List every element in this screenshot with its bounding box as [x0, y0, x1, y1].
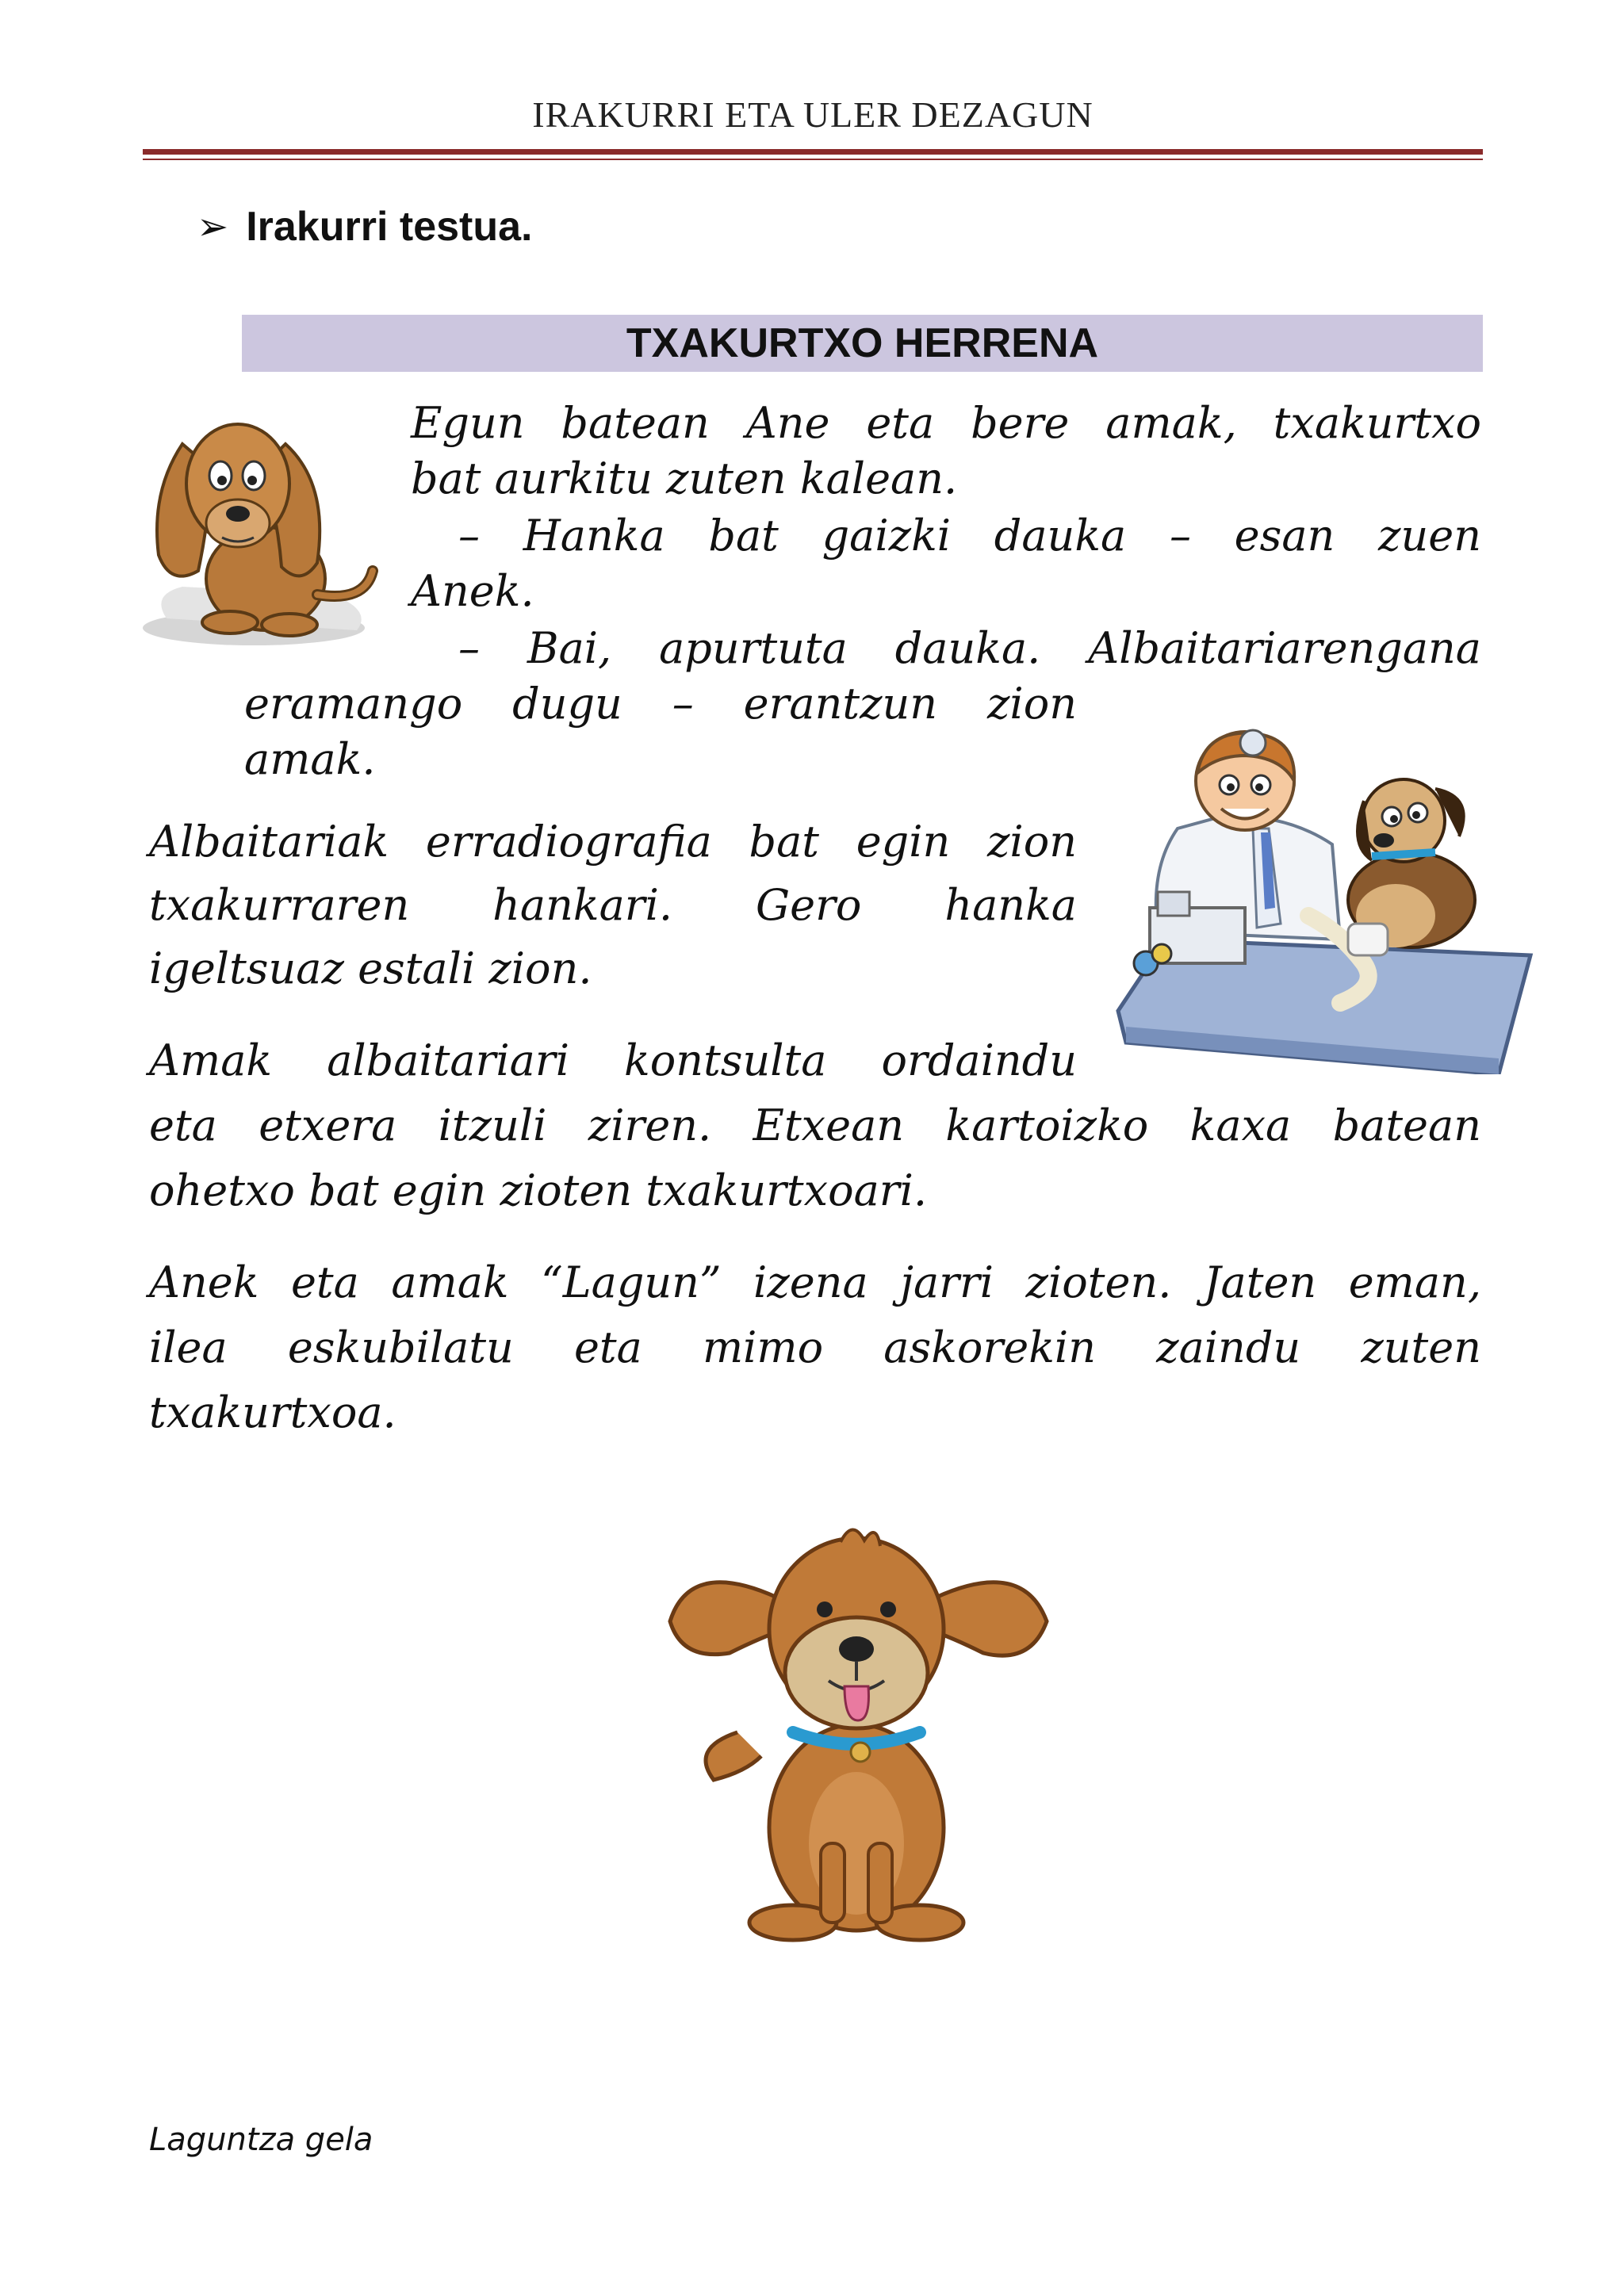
- header-rule: [143, 149, 1483, 155]
- vet-with-dog-icon: [1102, 725, 1546, 1074]
- story-line: Albaitariak erradiografia bat egin zion: [149, 817, 1077, 867]
- page-header: IRAKURRI ETA ULER DEZAGUN: [532, 94, 1094, 135]
- story-line: ilea eskubilatu eta mimo askorekin zaindu zuten: [149, 1322, 1481, 1372]
- story-line: ohetxo bat egin zioten txakurtxoari.: [149, 1165, 928, 1215]
- story-line: Amak albaitariari kontsulta ordaindu: [149, 1035, 1077, 1085]
- arrow-bullet-icon: ➢: [197, 206, 229, 248]
- instruction-text: Irakurri testua.: [246, 204, 533, 250]
- story-line: eta etxera itzuli ziren. Etxean kartoizko kaxa batean: [149, 1100, 1481, 1150]
- story-line: igeltsuaz estali zion.: [149, 943, 592, 993]
- story-line: Egun batean Ane eta bere amak, txakurtxo: [411, 398, 1481, 448]
- happy-dog-icon: [658, 1510, 1055, 1954]
- instruction: [197, 203, 532, 251]
- story-line: Anek.: [411, 566, 534, 616]
- page-footer: Laguntza gela: [149, 2122, 373, 2158]
- story-title: TXAKURTXO HERRENA: [242, 315, 1483, 372]
- header-rule-thin: [143, 159, 1483, 160]
- story-line: txakurtxoa.: [149, 1387, 396, 1437]
- story-line: txakurraren hankari. Gero hanka: [149, 880, 1077, 930]
- story-line: – Hanka bat gaizki dauka – esan zuen: [458, 511, 1481, 561]
- story-line: bat aurkitu zuten kalean.: [411, 453, 958, 503]
- story-line: amak.: [244, 734, 376, 784]
- story-line: Anek eta amak “Lagun” izena jarri zioten. Jaten eman,: [149, 1257, 1481, 1307]
- story-line: – Bai, apurtuta dauka. Albaitariarengana: [458, 623, 1481, 673]
- story-line: eramango dugu – erantzun zion: [244, 679, 1077, 729]
- sad-dog-icon: [135, 396, 389, 650]
